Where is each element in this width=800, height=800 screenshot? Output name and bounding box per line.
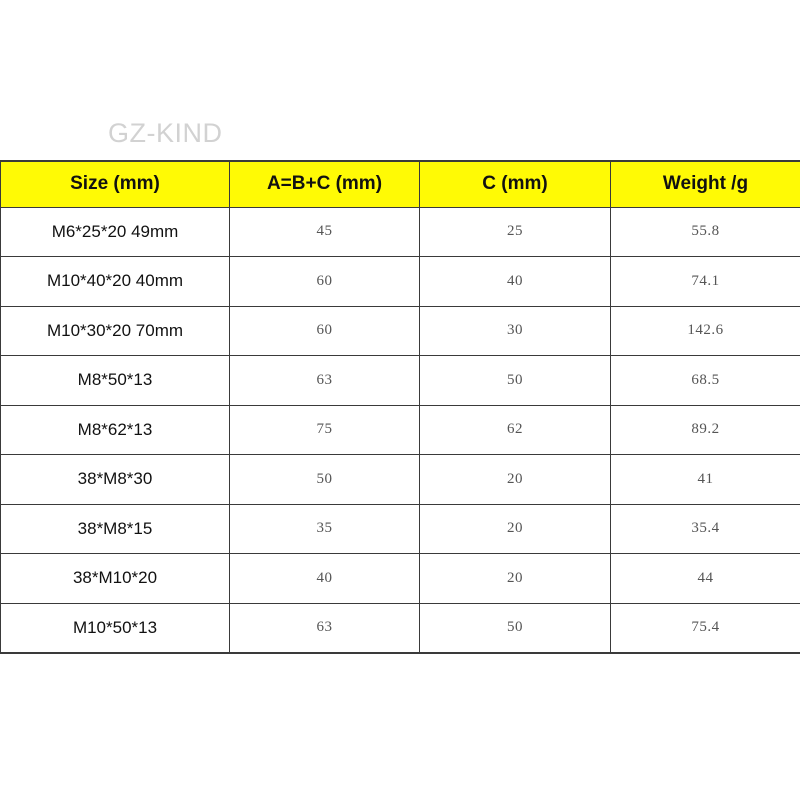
header-c: C (mm) bbox=[420, 161, 611, 207]
size-cell: M8*50*13 bbox=[1, 356, 230, 406]
c-cell: 30 bbox=[420, 306, 611, 356]
spec-table bbox=[0, 160, 800, 654]
c-cell: 25 bbox=[420, 207, 611, 257]
weight-cell: 89.2 bbox=[611, 405, 800, 455]
size-cell: M6*25*20 49mm bbox=[1, 207, 230, 257]
table-row bbox=[1, 554, 800, 604]
size-cell: M10*50*13 bbox=[1, 603, 230, 653]
a-total-cell: 63 bbox=[230, 356, 420, 406]
weight-cell: 41 bbox=[611, 455, 800, 505]
weight-cell: 55.8 bbox=[611, 207, 800, 257]
a-total-cell: 45 bbox=[230, 207, 420, 257]
c-cell: 50 bbox=[420, 356, 611, 406]
a-total-cell: 60 bbox=[230, 306, 420, 356]
a-total-cell: 75 bbox=[230, 405, 420, 455]
c-cell: 50 bbox=[420, 603, 611, 653]
weight-cell: 35.4 bbox=[611, 504, 800, 554]
weight-cell: 68.5 bbox=[611, 356, 800, 406]
watermark-text: GZ-KIND bbox=[108, 118, 223, 148]
size-cell: M10*40*20 40mm bbox=[1, 257, 230, 307]
a-total-cell: 40 bbox=[230, 554, 420, 604]
size-cell: M8*62*13 bbox=[1, 405, 230, 455]
table-row bbox=[1, 306, 800, 356]
size-cell: 38*M10*20 bbox=[1, 554, 230, 604]
a-total-cell: 60 bbox=[230, 257, 420, 307]
c-cell: 20 bbox=[420, 504, 611, 554]
table-row bbox=[1, 257, 800, 307]
table-row bbox=[1, 405, 800, 455]
header-size: Size (mm) bbox=[1, 161, 230, 207]
table-row bbox=[1, 455, 800, 505]
table-row bbox=[1, 603, 800, 653]
c-cell: 20 bbox=[420, 455, 611, 505]
header-weight: Weight /g bbox=[611, 161, 800, 207]
a-total-cell: 50 bbox=[230, 455, 420, 505]
table-row bbox=[1, 504, 800, 554]
a-total-cell: 35 bbox=[230, 504, 420, 554]
weight-cell: 142.6 bbox=[611, 306, 800, 356]
a-total-cell: 63 bbox=[230, 603, 420, 653]
table-row bbox=[1, 356, 800, 406]
table-header bbox=[1, 161, 800, 207]
table-row bbox=[1, 207, 800, 257]
c-cell: 62 bbox=[420, 405, 611, 455]
weight-cell: 74.1 bbox=[611, 257, 800, 307]
weight-cell: 75.4 bbox=[611, 603, 800, 653]
table-body bbox=[1, 207, 800, 653]
size-cell: 38*M8*30 bbox=[1, 455, 230, 505]
weight-cell: 44 bbox=[611, 554, 800, 604]
c-cell: 20 bbox=[420, 554, 611, 604]
size-cell: M10*30*20 70mm bbox=[1, 306, 230, 356]
size-cell: 38*M8*15 bbox=[1, 504, 230, 554]
c-cell: 40 bbox=[420, 257, 611, 307]
header-a-total: A=B+C (mm) bbox=[230, 161, 420, 207]
header-row bbox=[1, 161, 800, 207]
